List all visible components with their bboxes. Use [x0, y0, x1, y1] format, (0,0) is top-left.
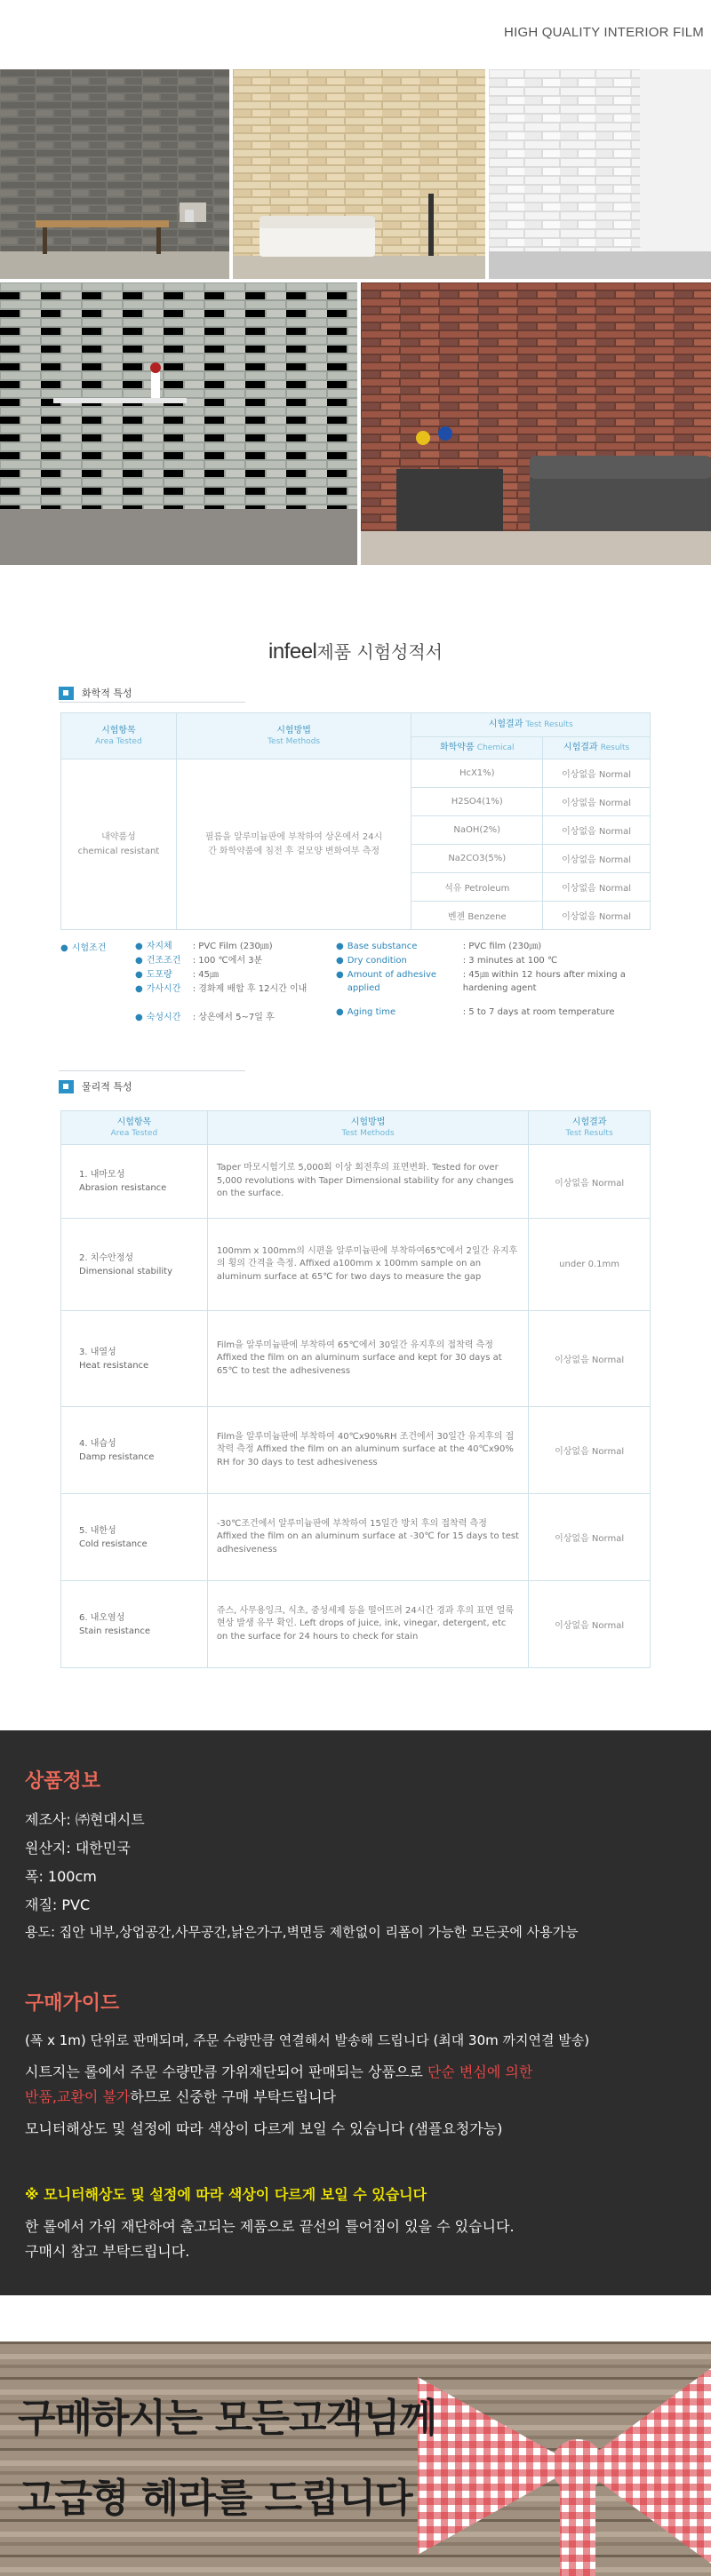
chem-result: 이상없음 Normal [543, 816, 651, 845]
phys-result: 이상없음 Normal [529, 1494, 651, 1581]
banner-line-1: 구매하시는 모든고객님께 [18, 2396, 436, 2441]
phys-method: Film을 알루미늄판에 부착하여 40℃x90%RH 조건에서 30일간 유지후의 접착력 측정 Affixed the film on an aluminum surface at the 40℃x90% RH for 30 days to test adhesiveness [207, 1407, 528, 1494]
th-area-tested: 시험항목 Area Tested [61, 1111, 208, 1145]
product-info-line: 용도: 집안 내부,상업공간,사무공간,낡은가구,벽면등 제한없이 리폼이 가능한 모든곳에 사용가능 [25, 1924, 579, 1940]
product-info-panel [0, 1730, 711, 2295]
condition-en: ● Amount of adhesive applied : 45㎛ within 12 hours after mixing a hardening agent [336, 970, 626, 993]
phys-result: 이상없음 Normal [529, 1145, 651, 1219]
chem-result: 이상없음 Normal [543, 788, 651, 816]
chem-result: 이상없음 Normal [543, 845, 651, 873]
phys-method: 100mm x 100mm의 시편을 알루미늄판에 부착하여65℃에서 2일간 유지후의 횡의 간격을 측정. Affixed a100mm x 100mm sample on an aluminum surface at 65℃ for two days to measure the gap [207, 1219, 528, 1311]
chem-name: 석유 Petroleum [411, 873, 543, 902]
gift-banner [0, 2341, 711, 2576]
product-info-line: 원산지: 대한민국 [25, 1840, 131, 1856]
guide-line: 시트지는 롤에서 주문 수량만큼 가위재단되어 판매되는 상품으로 단순 변심에 의한 [25, 2063, 533, 2080]
condition-ko: ● 가사시간 : 경화제 배합 후 12시간 이내 [135, 984, 308, 994]
physical-section-heading [59, 1079, 132, 1093]
th-results: 시험결과 Results [543, 737, 651, 759]
header-tagline: HIGH QUALITY INTERIOR FILM [504, 25, 704, 40]
chem-method: 필름을 알루미늄판에 부착하여 상온에서 24시간 화학약품에 침전 후 겉모양 변화여부 측정 [176, 759, 411, 930]
th-test-results: 시험결과 Test Results [529, 1111, 651, 1145]
phys-method: Film을 알루미늄판에 부착하여 65℃에서 30일간 유지후의 접착력 측정 Affixed the film on an aluminum surface and kept for 30 days at 65℃ to test the adhesiveness [207, 1311, 528, 1407]
chem-result: 이상없음 Normal [543, 759, 651, 788]
condition-ko: ● 숙성시간 : 상온에서 5~7일 후 [135, 1013, 275, 1022]
guide-line: 구매시 참고 부탁드립니다. [25, 2243, 190, 2260]
th-test-methods: 시험방법 Test Methods [207, 1111, 528, 1145]
chem-name: H2SO4(1%) [411, 788, 543, 816]
product-info-line: 폭: 100cm [25, 1868, 97, 1885]
photo-grey-brick-wall [0, 282, 357, 565]
wood-background-icon [0, 2341, 711, 2576]
phys-method: Taper 마모시험기로 5,000회 이상 회전후의 표면변화. Tested for over 5,000 revolutions with Taper Dimensional stability for any changes on the surface. [207, 1145, 528, 1219]
guide-line: (폭 x 1m) 단위로 판매되며, 주문 수량만큼 연결해서 발송해 드립니다 (최대 30m 까지연결 발송) [25, 2032, 590, 2048]
chemical-test-table [60, 712, 651, 930]
purchase-guide-title: 구매가이드 [25, 1992, 120, 2015]
chem-result: 이상없음 Normal [543, 902, 651, 930]
physical-section-label: 물리적 특성 [82, 1081, 132, 1093]
phys-result: under 0.1mm [529, 1219, 651, 1311]
chem-name: 벤젠 Benzene [411, 902, 543, 930]
test-conditions-label: ● 시험조건 [60, 943, 107, 953]
report-title-text: 제품 시험성적서 [316, 641, 443, 663]
product-info-line: 제조사: ㈜현대시트 [25, 1811, 145, 1828]
physical-test-table [60, 1110, 651, 1668]
chem-name: HcX1%) [411, 759, 543, 788]
phys-result: 이상없음 Normal [529, 1311, 651, 1407]
section-divider [59, 1070, 245, 1071]
banner-line-2: 고급형 헤라를 드립니다 [18, 2476, 412, 2521]
product-info-line: 재질: PVC [25, 1896, 91, 1913]
phys-item: 6. 내오염성 Stain resistance [61, 1581, 208, 1668]
photo-red-brick-living-room [361, 282, 711, 565]
chem-name: NaOH(2%) [411, 816, 543, 845]
th-test-methods: 시험방법 Test Methods [176, 713, 411, 759]
report-brand: infeel [268, 640, 317, 664]
th-area-tested: 시험항목 Area Tested [61, 713, 177, 759]
phys-item: 2. 치수안정성 Dimensional stability [61, 1219, 208, 1311]
photo-dark-brick-room [0, 69, 229, 279]
condition-en: ● Aging time : 5 to 7 days at room temperature [336, 1007, 615, 1017]
condition-ko: ● 건조조건 : 100 ℃에서 3분 [135, 956, 263, 966]
condition-ko: ● 자지체 : PVC Film (230㎛) [135, 942, 273, 951]
guide-line: 한 롤에서 가위 재단하여 출고되는 제품으로 끝선의 틀어짐이 있을 수 있습니다. [25, 2218, 515, 2235]
photo-white-3d-brick [489, 69, 711, 279]
chem-result: 이상없음 Normal [543, 873, 651, 902]
condition-ko: ● 도포량 : 45㎛ [135, 970, 220, 980]
th-chemical: 화학약품 Chemical [411, 737, 543, 759]
section-bullet-icon [59, 1080, 74, 1093]
th-test-results: 시험결과 Test Results [411, 713, 651, 737]
phys-item: 3. 내열성 Heat resistance [61, 1311, 208, 1407]
section-divider [59, 702, 245, 703]
chemical-section-label: 화학적 특성 [82, 688, 132, 699]
condition-en: ● Base substance : PVC film (230㎛) [336, 942, 542, 951]
phys-result: 이상없음 Normal [529, 1407, 651, 1494]
guide-line: 모니터해상도 및 설정에 따라 색상이 다르게 보일 수 있습니다 (샘플요청가능) [25, 2120, 503, 2137]
phys-result: 이상없음 Normal [529, 1581, 651, 1668]
condition-en: ● Dry condition : 3 minutes at 100 ℃ [336, 956, 558, 966]
report-title [0, 638, 711, 664]
guide-line: 반품,교환이 불가하므로 신중한 구매 부탁드립니다 [25, 2088, 337, 2105]
phys-item: 5. 내한성 Cold resistance [61, 1494, 208, 1581]
guide-notice: ※ 모니터해상도 및 설정에 따라 색상이 다르게 보일 수 있습니다 [25, 2186, 427, 2203]
phys-item: 1. 내마모성 Abrasion resistance [61, 1145, 208, 1219]
phys-method: -30℃조건에서 알루미늄판에 부착하여 15일간 방치 후의 접착력 측정 Affixed the film on an aluminum surface at -30℃ for 15 days to test adhesiveness [207, 1494, 528, 1581]
photo-beige-brick-room [233, 69, 485, 279]
section-bullet-icon [59, 687, 74, 700]
chemical-section-heading [59, 686, 132, 700]
phys-method: 쥬스, 사무용잉크, 식초, 중성세제 등을 떨어뜨려 24시간 경과 후의 표면 얼룩현상 발생 유무 확인. Left drops of juice, ink, vinegar, detergent, etc on the surface for 24 hours to check for stain [207, 1581, 528, 1668]
product-info-title: 상품정보 [25, 1770, 101, 1793]
phys-item: 4. 내습성 Damp resistance [61, 1407, 208, 1494]
chem-name: Na2CO3(5%) [411, 845, 543, 873]
chem-item: 내약품성 chemical resistant [61, 759, 177, 930]
